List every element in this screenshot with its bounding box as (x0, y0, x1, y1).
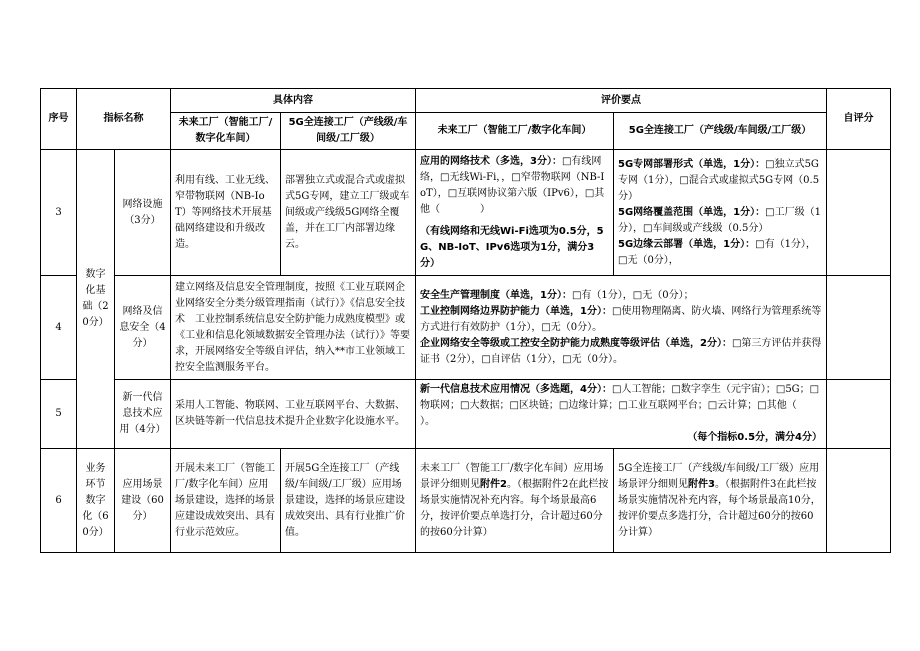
eval-text: 。（根据附件2在此栏按场景实施情况补充内容。每个场景最高6分，按评价要点单选打分，合计超过60分的按60分计算） (420, 478, 609, 538)
row-content: 建立网络及信息安全管理制度，按照《工业互联网企业网络安全分类分级管理指南（试行）》《信息安全技术 工业控制系统信息安全防护能力成熟度模型》或《工业和信息化领域数据安全管理办法（试行）》等要求，开展网络安全等级自评估，纳入**市工业领域工控安全监测服务平台。 (171, 276, 416, 380)
eval-text: 。（根据附件3在此栏按场景实施情况补充内容，每个场景最高10分，按评价要点多选打分，合计超过60分的按60分计算） (618, 478, 821, 538)
row-indicator: 网络设施（3分） (115, 150, 171, 276)
row-eval-future (416, 150, 614, 276)
row-seq: 6 (41, 449, 77, 553)
eval-options: □第三方评估并获得证书（2分），□自评估（1分），□无（0分）。 (420, 337, 822, 365)
eval-note: （每个指标0.5分，满分4分） (687, 432, 822, 443)
eval-options: □有（1分），□无（0分）； (571, 289, 694, 301)
header-eval-5g: 5G全连接工厂（产线级/车间级/工厂级） (614, 113, 827, 150)
header-self-score: 自评分 (827, 89, 891, 150)
row-eval-5g (614, 449, 827, 553)
eval-options: □人工智能；□数字孪生（元宇宙）；□5G；□物联网；□大数据；□区块链；□边缘计算；□工业互联网平台；□云计算；□其他（ ）。 (420, 384, 837, 427)
eval-heading: 5G专网部署形式（单选，1分）： (618, 158, 766, 170)
group-business-digitalization: 业务环节数字化（60分） (77, 449, 115, 553)
attachment-ref: 附件3 (688, 478, 715, 490)
row-indicator: 新一代信息技术应用（4分） (115, 380, 171, 449)
header-eval-future: 未来工厂（智能工厂/数字化车间） (416, 113, 614, 150)
eval-options: □有线网络，□无线Wi-Fi，，□窄带物联网（NB-IoT），□互联网协议第六版（IPv6），□其他（ ） (420, 155, 605, 215)
eval-options: □使用物理隔离、防火墙、网络行为管理系统等方式进行有效防护（1分），□无（0分）。 (420, 305, 822, 333)
row-content-5g: 开展5G全连接工厂（产线级/车间级/工厂级）应用场景建设，选择的场景应建设成效突出、具有行业推广价值。 (281, 449, 416, 553)
row-indicator: 应用场景建设（60分） (115, 449, 171, 553)
self-score-cell[interactable] (827, 449, 891, 553)
row-content-5g: 部署独立式或混合式或虚拟式5G专网，建立工厂级或车间级或产线级5G网络全覆盖，并在工厂内部署边缘云。 (281, 150, 416, 276)
header-content-5g: 5G全连接工厂（产线级/车间级/工厂级） (281, 113, 416, 150)
header-content-future: 未来工厂（智能工厂/数字化车间） (171, 113, 281, 150)
eval-heading: 工业控制网络边界防护能力（单选，1分）： (420, 305, 612, 317)
header-seq: 序号 (41, 89, 77, 150)
eval-options: □工厂级（1分），□车间级或产线级（0.5分） (618, 206, 821, 234)
self-score-cell[interactable] (827, 276, 891, 380)
row-content: 采用人工智能、物联网、工业互联网平台、大数据、区块链等新一代信息技术提升企业数字化设施水平。 (171, 380, 416, 449)
eval-text: 5G全连接工厂（产线级/车间级/工厂级）应用场景评分细则见 (618, 462, 820, 490)
eval-heading: 5G网络覆盖范围（单选，1分）： (618, 206, 766, 218)
row-eval (416, 276, 827, 380)
row-seq: 4 (41, 276, 77, 380)
header-indicator: 指标名称 (77, 89, 171, 150)
evaluation-table (40, 88, 891, 553)
attachment-ref: 附件2 (480, 478, 507, 490)
table-row (41, 380, 891, 449)
row-eval-future (416, 449, 614, 553)
self-score-cell[interactable] (827, 380, 891, 449)
row-indicator: 网络及信息安全（4分） (115, 276, 171, 380)
header-eval: 评价要点 (416, 89, 827, 113)
row-seq: 3 (41, 150, 77, 276)
eval-heading: 5G边缘云部署（单选，1分）： (618, 238, 756, 250)
group-digital-foundation: 数字化基础（20分） (77, 150, 115, 449)
self-score-cell[interactable] (827, 150, 891, 276)
table-row (41, 276, 891, 380)
eval-options: □有（1分），□无（0分）， (618, 238, 816, 266)
eval-heading: 应用的网络技术（多选，3分）： (420, 155, 562, 167)
row-content-future: 利用有线、工业无线、窄带物联网（NB-IoT）等网络技术开展基础网络建设和升级改造。 (171, 150, 281, 276)
eval-heading: 安全生产管理制度（单选，1分）： (420, 289, 572, 301)
row-seq: 5 (41, 380, 77, 449)
eval-options: □独立式5G专网（1分），□混合式或虚拟式5G专网（0.5分） (618, 158, 820, 202)
table-row (41, 150, 891, 276)
table-row (41, 449, 891, 553)
eval-text: 未来工厂（智能工厂/数字化车间）应用场景评分细则见 (420, 462, 604, 490)
row-eval (416, 380, 837, 449)
eval-heading: 新一代信息技术应用情况（多选题，4分）： (420, 384, 612, 395)
header-content: 具体内容 (171, 89, 416, 113)
row-eval-5g (614, 150, 827, 276)
eval-heading: 企业网络安全等级或工控安全防护能力成熟度等级评估（单选，2分）： (420, 337, 732, 349)
row-content-future: 开展未来工厂（智能工厂/数字化车间）应用场景建设，选择的场景应建设成效突出、具有行业示范效应。 (171, 449, 281, 553)
eval-note: （有线网络和无线Wi-Fi选项为0.5分，5G、NB-IoT、IPv6选项为1分，满分3分） (420, 225, 604, 269)
